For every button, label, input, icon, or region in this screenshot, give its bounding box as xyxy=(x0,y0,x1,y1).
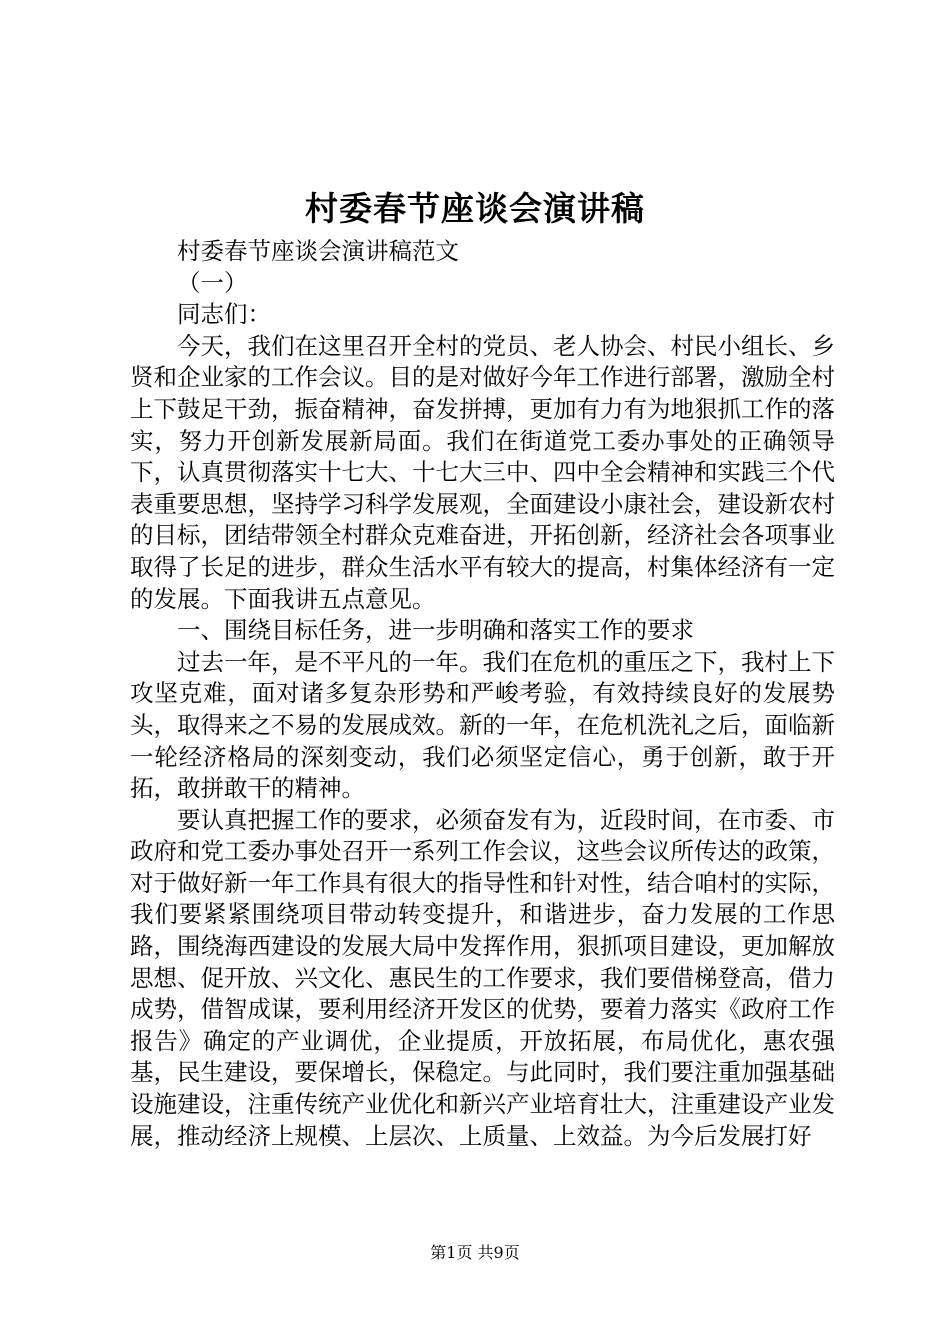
paragraph: 今天，我们在这里召开全村的党员、老人协会、村民小组长、乡贤和企业家的工作会议。目的是对做好今年工作进行部署，激励全村上下鼓足干劲，振奋精神，奋发拼搏，更加有力有为地狠抓工作的落实，努力开创新发展新局面。我们在街道党工委办事处的正确领导下，认真贯彻落实十七大、十七大三中、四中全会精神和实践三个代表重要思想，坚持学习科学发展观，全面建设小康社会，建设新农村的目标，团结带领全村群众克难奋进，开拓创新，经济社会各项事业取得了长足的进步，群众生活水平有较大的提高，村集体经济有一定的发展。下面我讲五点意见。 xyxy=(130,331,835,613)
paragraph: 村委春节座谈会演讲稿范文 xyxy=(177,237,459,265)
paragraph: 过去一年，是不平凡的一年。我们在危机的重压之下，我村上下攻坚克难，面对诸多复杂形势和严峻考验，有效持续良好的发展势头，取得来之不易的发展成效。新的一年，在危机洗礼之后，面临新一轮经济格局的深刻变动，我们必须坚定信心，勇于创新，敢于开拓，敢拼敢干的精神。 xyxy=(130,647,835,803)
paragraph: 同志们： xyxy=(177,300,271,329)
section-heading: 一、围绕目标任务，进一步明确和落实工作的要求 xyxy=(177,616,694,645)
paragraph: （一） xyxy=(177,268,248,297)
page-footer: 第1页 共9页 xyxy=(430,1243,520,1262)
document-body xyxy=(130,236,835,1152)
paragraph: 要认真把握工作的要求，必须奋发有为，近段时间，在市委、市政府和党工委办事处召开一系列工作会议，这些会议所传达的政策，对于做好新一年工作具有很大的指导性和针对性，结合咱村的实际，我们要紧紧围绕项目带动转变提升，和谐进步，奋力发展的工作思路，围绕海西建设的发展大局中发挥作用，狠抓项目建设，更加解放思想、促开放、兴文化、惠民生的工作要求，我们要借梯登高，借力成势，借智成谋，要利用经济开发区的优势，要着力落实《政府工作报告》确定的产业调优，企业提质，开放拓展，布局优化，惠农强基，民生建设，要保增长，保稳定。与此同时，我们要注重加强基础设施建设，注重传统产业优化和新兴产业培育壮大，注重建设产业发展，推动经济上规模、上层次、上质量、上效益。为今后发展打好 xyxy=(130,805,835,1150)
document-title: 村委春节座谈会演讲稿 xyxy=(305,189,645,228)
